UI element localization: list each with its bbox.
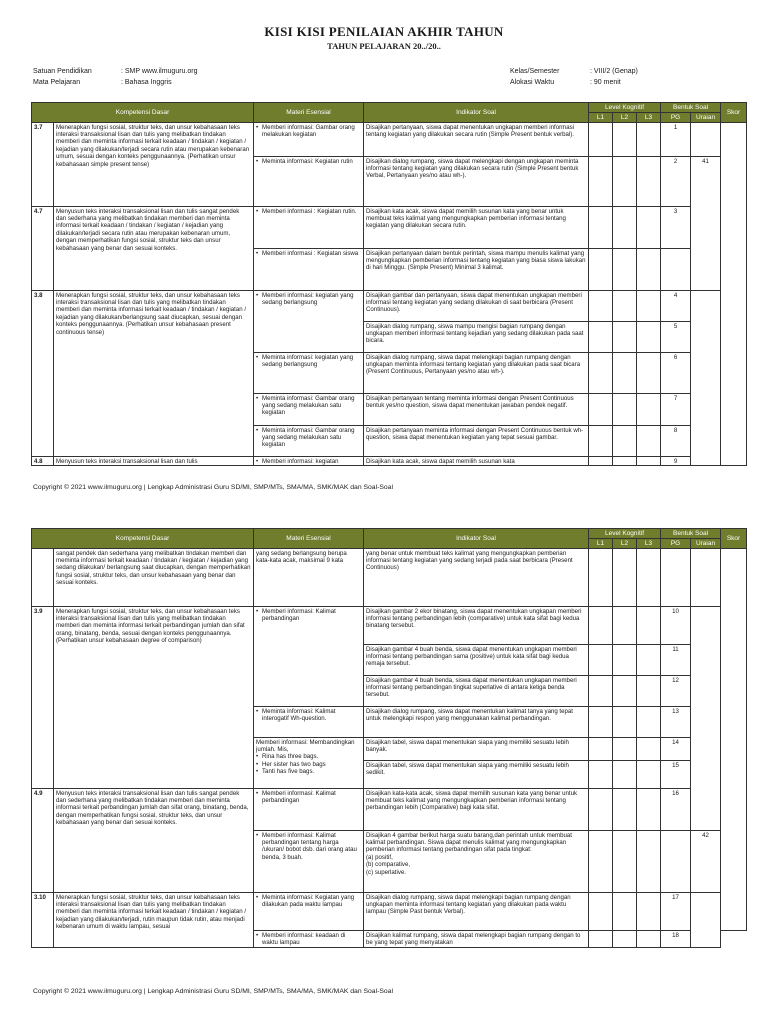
bullet-icon: • [256,931,259,939]
pg-number: 7 [661,394,691,426]
kd-text: Menyusun teks interaksi transaksional lisan dan tulis sangat pendek dan sederhana yang melibatkan tindakan memberi dan meminta informasi terkait perbandingan jumlah dan sifat orang, binatang, benda, dengan memperhatikan fungsi sosial, struktur teks, dan unsur kebahasaan yang benar dan sesuai konteks. [54,789,254,893]
pg-number: 3 [661,207,691,249]
indikator-cell: Disajikan pertanyaan meminta informasi dengan Present Continuous bentuk wh- question, siswa dapat menentukan kegiatan yang tepat sesuai gambar. [364,426,589,457]
bullet-icon: • [256,760,259,768]
header-materi: Materi Esensial [254,103,364,123]
kd-text: Menerapkan fungsi sosial, struktur teks, dan unsur kebahasaan teks interaksi transaksional lisan dan tulis yang melibatkan tindakan memberi dan meminta informasi terkait keadaan / tindakan / kegiatan / kejadian yang dilakukan/terjadi secara rutin atau merupakan kebenaran umum, sesuai dengan konteks penggunaannya. (Perhatikan unsur kebahasaan simple present tense) [54,123,254,207]
bullet-icon: • [256,353,259,361]
materi-cell-list [254,738,364,789]
pg-number: 15 [661,761,691,789]
materi-text: Memberi informasi : Kegiatan rutin. [262,207,357,215]
indikator-cell: Disajikan pertanyaan, siswa dapat menentukan ungkapan memberi informasi tentang kegiatan yang dilakukan secara rutin (Simple Present bentuk verbal). [364,123,589,157]
indikator-cell-multiline [364,831,589,893]
kisi-table-page-1 [31,102,747,466]
materi-text: Meminta informasi: Kegiatan rutin [262,157,353,165]
pg-number: 8 [661,426,691,457]
pg-number: 2 [661,157,691,207]
materi-cell [254,353,364,394]
skor-cell [721,123,747,466]
header-pg: PG [661,539,691,549]
indikator-cell: Disajikan gambar 4 buah benda, siswa dapat menentukan ungkapan memberi informasi tentang perbandingan sama (positive) untuk kata sifat bagi kedua remaja tersebut. [364,645,589,676]
kd-text-continued: sangat pendek dan sederhana yang melibatkan tindakan memberi dan meminta informasi terkait keadaan / tindakan / kegiatan / kejadian yang sedang dilakukan/ berlangsung saat diucapkan, dengan memperhatikan fungsi sosial, struktur teks, dan unsur kebahasaan yang benar dan sesuai konteks. [54,549,254,607]
meta-right [510,66,638,88]
materi-text: Meminta informasi: Kalimat interogatif Wh-question. [262,707,336,722]
uraian-number: 42 [691,831,721,893]
indikator-cell: Disajikan pertanyaan tentang meminta informasi dengan Present Continuous bentuk yes/no question, siswa dapat menentukan jawaban pendek negatif. [364,394,589,426]
materi-cell [254,426,364,457]
meta-value: : VIII/2 (Genap) [590,68,638,75]
header-l3: L3 [637,113,661,123]
materi-text: Memberi informasi: Kalimat perbandingan [262,789,336,804]
pg-number: 9 [661,457,691,466]
kd-text: Menerapkan fungsi sosial, struktur teks, dan unsur kebahasaan teks interaksi transaksional lisan dan tulis yang melibatkan tindakan memberi dan meminta informasi terkait perbandingan jumlah dan sifat orang, binatang, benda, sesuai dengan konteks penggunaannya. (Perhatikan unsur kebahasaan degree of comparison) [54,607,254,789]
bullet-icon: • [256,249,259,257]
indikator-cell: Disajikan gambar dan pertanyaan, siswa dapat menentukan ungkapan memberi informasi tentang kegiatan yang sedang dilakukan di saat berbicara (Present Continuous). [364,291,589,322]
pg-number: 1 [661,123,691,157]
header-indikator: Indikator Soal [364,103,589,123]
pg-number: 4 [661,291,691,322]
indikator-line: (c) superlative. [366,868,406,876]
indikator-line: Disajikan 4 gambar berikut harga suatu barang,dan perintah untuk membuat kalimat perbandingan. Siswa dapat menulis kalimat yang mengungkapkan pemberian informasi tentang perbandingan sifat pada tingkat: [366,831,572,854]
indikator-cell-continued: yang benar untuk membuat teks kalimat yang mengungkapkan pemberian informasi tentang kegiatan yang sedang terjadi pada saat berbicara (Present Continuous) [364,549,589,607]
header-kompetensi: Kompetensi Dasar [32,529,254,549]
materi-list-head: Memberi informasi: Membandingkan jumlah. Mis, [256,738,355,753]
materi-text: Memberi informasi: kegiatan yang sedang berlangsung [262,291,354,306]
materi-cell [254,457,364,466]
header-l2: L2 [613,113,637,123]
meta-value: : 90 menit [590,79,621,86]
pg-number: 17 [661,893,691,931]
bullet-icon: • [256,291,259,299]
indikator-line: (b) comparative, [366,861,411,869]
materi-cell [254,157,364,207]
header-uraian: Uraian [691,113,721,123]
indikator-cell: Disajikan gambar 2 ekor binatang, siswa dapat menentukan ungkapan memberi informasi tentang perbandingan lebih (comparative) untuk kata sifat bagi kedua binatang tersebut. [364,607,589,645]
document-subtitle: TAHUN PELAJARAN 20../20.. [327,41,441,51]
pg-number: 11 [661,645,691,676]
bullet-icon: • [256,394,259,402]
materi-text: Memberi informasi: keadaan di waktu lampau [262,931,346,946]
materi-list-item: Her sister has two bags [262,760,326,768]
meta-key: Alokasi Waktu [510,79,555,86]
materi-cell [254,123,364,157]
kd-number: 4.7 [32,207,54,291]
bullet-icon: • [256,831,259,839]
bullet-icon: • [256,157,259,165]
materi-text: Memberi informasi: Gambar orang melakukan kegiatan [262,123,355,138]
indikator-cell: Disajikan dialog rumpang, siswa dapat melengkapi dengan ungkapan meminta informasi tentang kegiatan yang dilakukan secara rutin (Simple Present bentuk Verbal, Pertanyaan yes/no atau wh-). [364,157,589,207]
kd-number: 3.8 [32,291,54,457]
materi-text: Meminta informasi: Gambar orang yang sedang melakukan satu kegiatan [262,394,355,417]
materi-cell [254,249,364,291]
materi-cell [254,707,364,738]
bullet-icon: • [256,426,259,434]
materi-cell [254,893,364,931]
materi-list-item: Tanti has five bags. [262,768,315,776]
indikator-cell: Disajikan dialog rumpang, siswa dapat melengkapi bagian rumpang dengan ungkapan meminta informasi tentang kegiatan yang dilakukan pada waktu lampau (Simple Past bentuk Verbal). [364,893,589,931]
pg-number: 10 [661,607,691,645]
skor-cell [721,549,747,931]
materi-cell [254,291,364,353]
materi-text: Meminta informasi: Gambar orang yang sedang melakukan satu kegiatan [262,426,355,449]
indikator-cell: Disajikan kata acak, siswa dapat memilih susunan kata [364,457,589,466]
indikator-cell: Disajikan dialog rumpang, siswa mampu mengisi bagian rumpang dengan ungkapan memberi informasi tentang kejadian yang sedang dilakukan pada saat bicara. [364,322,589,353]
meta-key: Satuan Pendidikan [33,68,92,75]
header-skor: Skor [721,103,747,123]
uraian-number: 41 [691,157,721,291]
header-skor: Skor [721,529,747,549]
pg-number: 14 [661,738,691,761]
header-bentuk: Bentuk Soal [661,103,721,113]
materi-cell [254,207,364,249]
meta-value: : Bahasa Inggris [121,79,172,86]
pg-number: 18 [661,931,691,948]
materi-cell [254,831,364,893]
kd-number: 4.8 [32,457,54,466]
header-uraian: Uraian [691,539,721,549]
pg-number: 12 [661,676,691,707]
indikator-cell: Disajikan kata acak, siswa dapat memilih susunan kata yang benar untuk membuat teks kalimat yang mengungkapkan pemberian informasi tentang kegiatan yang dilakukan secara rutin. [364,207,589,249]
header-indikator: Indikator Soal [364,529,589,549]
kd-text: Menerapkan fungsi sosial, struktur teks, dan unsur kebahasaan teks interaksi transaksional lisan dan tulis yang melibatkan tindakan memberi dan meminta informasi terkait keadaan / tindakan / kegiatan / kejadian yang dilakukan/terjadi, rutin maupun tidak rutin, atau menjadi kebenaran umum di waktu lampau, sesuai [54,893,254,948]
header-l2: L2 [613,539,637,549]
meta-key: Kelas/Semester [510,68,560,75]
page-footer: Copyright © 2021 www.ilmuguru.org | Lengkap Administrasi Guru SD/MI, SMP/MTs, SMA/MA, SMK/MAK dan Soal-Soal [33,988,393,995]
meta-left [33,66,198,88]
kd-text: Menyusun teks interaksi transaksional lisan dan tulis [54,457,254,466]
kd-text: Menerapkan fungsi sosial, struktur teks, dan unsur kebahasaan teks interaksi transaksional lisan dan tulis yang melibatkan tindakan memberi dan meminta informasi terkait keadaan / tindakan / kegiatan / kejadian yang dilakukan/berlangsung saat diucapkan, sesuai dengan konteks penggunaannya. (Perhatikan unsur kebahasaan present continuous tense) [54,291,254,457]
header-level: Level Kognitif [589,529,661,539]
header-l3: L3 [637,539,661,549]
indikator-cell: Disajikan tabel, siswa dapat menentukan siapa yang memiliki sesuatu lebih sedikit. [364,761,589,789]
kisi-table-page-2 [31,528,747,948]
materi-cell [254,931,364,948]
header-materi: Materi Esensial [254,529,364,549]
indikator-cell: Disajikan pertanyaan dalam bentuk perintah, siswa mampu menulis kalimat yang mengungkapkan pemberian informasi tentang kegiatan yang biasa siswa lakukan di hari Minggu. (Simple Present) Minimal 3 kalimat. [364,249,589,291]
meta-key: Mata Pelajaran [33,79,81,86]
materi-list-item: Rina has three bags. [262,753,319,761]
materi-cell [254,394,364,426]
materi-cell [254,607,364,707]
pg-number: 5 [661,322,691,353]
header-pg: PG [661,113,691,123]
pg-number: 6 [661,353,691,394]
header-l1: L1 [589,539,613,549]
meta-value: : SMP www.ilmuguru.org [121,68,198,75]
materi-text: Memberi informasi : Kegiatan siswa [262,249,359,257]
bullet-icon: • [256,457,259,465]
header-kompetensi: Kompetensi Dasar [32,103,254,123]
indikator-cell: Disajikan kalimat rumpang, siswa dapat melengkapi bagian rumpang dengan to be yang tepat yang menyatakan [364,931,589,948]
bullet-icon: • [256,123,259,131]
materi-text: Meminta informasi: kegiatan yang sedang berlangsung [262,353,354,368]
indikator-cell: Disajikan tabel, siswa dapat menentukan siapa yang memiliki sesuatu lebih banyak. [364,738,589,761]
pg-number: 13 [661,707,691,738]
materi-text: Memberi informasi: kegiatan [262,457,339,465]
header-level: Level Kognitif [589,103,661,113]
bullet-icon: • [256,607,259,615]
bullet-icon: • [256,789,259,797]
indikator-cell: Disajikan dialog rumpang, siswa dapat menentukan kalimat tanya yang tepat untuk melengkapi respon yang menggunakan kalimat perbandingan. [364,707,589,738]
bullet-icon: • [256,207,259,215]
kd-number: 4.9 [32,789,54,893]
document-title: KISI KISI PENILAIAN AKHIR TAHUN [264,24,504,39]
materi-cell-continued: yang sedang berlangsung berupa kata-kata acak, maksimal 9 kata [254,549,364,607]
materi-text: Meminta informasi: Kegiatan yang dilakukan pada waktu lampau [262,893,355,908]
header-l1: L1 [589,113,613,123]
kd-number: 3.10 [32,893,54,948]
kd-text: Menyusun teks interaksi transaksional lisan dan tulis sangat pendek dan sederhana yang melibatkan tindakan memberi dan meminta informasi terkait keadaan / tindakan / kegiatan / kejadian yang dilakukan/terjadi secara rutin atau merupakan kebenaran umum, dengan memperhatikan fungsi sosial, struktur teks dan unsur kebahasaan yang benar dan sesuai konteks. [54,207,254,291]
pg-number [661,249,691,291]
pg-number [661,831,691,893]
kd-number: 3.7 [32,123,54,207]
pg-number: 16 [661,789,691,831]
header-bentuk: Bentuk Soal [661,529,721,539]
bullet-icon: • [256,893,259,901]
kd-number: 3.9 [32,607,54,789]
page-footer: Copyright © 2021 www.ilmuguru.org | Lengkap Administrasi Guru SD/MI, SMP/MTs, SMA/MA, SMK/MAK dan Soal-Soal [33,484,393,491]
materi-text: Memberi informasi: Kalimat perbandingan [262,607,336,622]
bullet-icon: • [256,707,259,715]
materi-cell [254,789,364,831]
materi-text: Memberi informasi: Kalimat perbandingan tentang harga /ukuran/ bobot dsb. dari orang atau benda, 3 buah. [262,831,357,861]
indikator-cell: Disajikan dialog rumpang, siswa dapat melengkapi bagian rumpang dengan ungkapan meminta informasi tentang kegiatan yang dilakukan pada saat bicara (Present Continuous, Pertanyaan yes/no atau wh-). [364,353,589,394]
indikator-cell: Disajikan kata-kata acak, siswa dapat memilih susunan kata yang benar untuk membuat teks kalimat yang mengungkapkan pemberian informasi tentang perbandingan lebih (Comparative) bagi kata sifat. [364,789,589,831]
indikator-cell: Disajikan gambar 4 buah benda, siswa dapat menentukan ungkapan memberi informasi tentang perbandingan tingkat superlative di antara ketiga benda tersebut. [364,676,589,707]
bullet-icon: • [256,753,259,761]
bullet-icon: • [256,768,259,776]
indikator-line: (a) positif, [366,853,393,861]
